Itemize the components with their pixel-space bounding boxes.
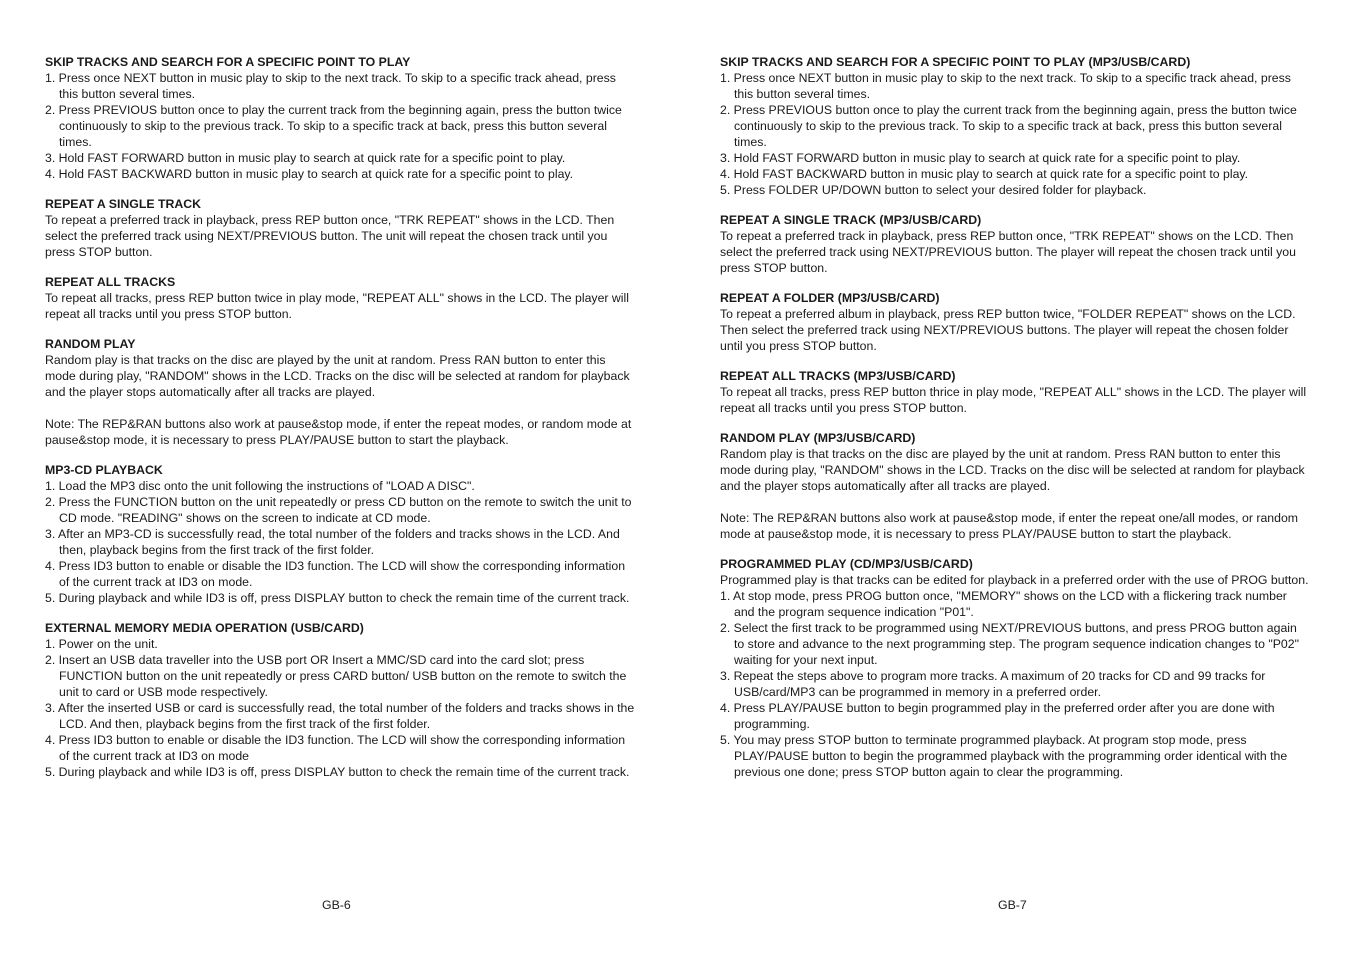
instruction-step: 5. During playback and while ID3 is off, press DISPLAY button to check the remain time of the current track. (45, 765, 630, 779)
instruction-step: 4. Hold FAST BACKWARD button in music play to search at quick rate for a specific point to play. (45, 167, 574, 181)
note-paragraph: Note: The REP&RAN buttons also work at pause&stop mode, if enter the repeat one/all modes, or random mode at pause&stop mode, it is necessary to press PLAY/PAUSE button to start the playback. (720, 511, 1299, 541)
section-paragraph: To repeat a preferred track in playback, press REP button once, "TRK REPEAT" shows in the LCD. Then select the preferred track using NEXT/PREVIOUS button. The unit will repeat the chosen track until you press STOP button. (45, 213, 615, 259)
section-heading: RANDOM PLAY (MP3/USB/CARD) (720, 431, 916, 445)
instruction-step: 5. During playback and while ID3 is off, press DISPLAY button to check the remain time of the current track. (45, 591, 630, 605)
instruction-step: 5. You may press STOP button to terminate programmed playback. At program stop mode, press PLAY/PAUSE button to begin the programmed playback with the programming order identical with the previous one done; press STOP button again to clear the programming. (720, 733, 1288, 779)
instruction-step: 2. Select the first track to be programmed using NEXT/PREVIOUS buttons, and press PROG button again to store and advance to the next programming step. The program sequence indication changes to "P02" waiting for your next input. (720, 621, 1299, 667)
manual-section (45, 336, 637, 448)
section-paragraph: To repeat all tracks, press REP button thrice in play mode, "REPEAT ALL" shows in the LCD. The player will repeat all tracks until you press STOP button. (720, 385, 1307, 415)
instruction-step: 1. Press once NEXT button in music play to skip to the next track. To skip to a specific track ahead, press this button several times. (720, 71, 1291, 101)
manual-section (720, 290, 1310, 354)
section-heading: REPEAT ALL TRACKS (45, 275, 176, 289)
section-paragraph: To repeat a preferred album in playback, press REP button twice, "FOLDER REPEAT" shows on the LCD. Then select the preferred track using NEXT/PREVIOUS buttons. The player will repeat the chosen folder until you press STOP button. (720, 307, 1296, 353)
manual-section (45, 54, 637, 182)
instruction-step: 1. Press once NEXT button in music play to skip to the next track. To skip to a specific track ahead, press this button several times. (45, 71, 616, 101)
instruction-step: 4. Press PLAY/PAUSE button to begin programmed play in the preferred order after you are done with programming. (720, 701, 1275, 731)
section-heading: MP3-CD PLAYBACK (45, 463, 163, 477)
instruction-step: 2. Press PREVIOUS button once to play the current track from the beginning again, press the button twice continuously to skip to the previous track. To skip to a specific track at back, press this button several times. (720, 103, 1297, 149)
instruction-step: 1. Load the MP3 disc onto the unit following the instructions of "LOAD A DISC". (45, 479, 475, 493)
section-heading: REPEAT A SINGLE TRACK (MP3/USB/CARD) (720, 213, 982, 227)
section-heading: EXTERNAL MEMORY MEDIA OPERATION (USB/CARD) (45, 621, 364, 635)
section-heading: PROGRAMMED PLAY (CD/MP3/USB/CARD) (720, 557, 973, 571)
instruction-step: 2. Press the FUNCTION button on the unit repeatedly or press CD button on the remote to switch the unit to CD mode. "READING" shows on the screen to indicate at CD mode. (45, 495, 632, 525)
section-heading: SKIP TRACKS AND SEARCH FOR A SPECIFIC POINT TO PLAY (45, 55, 411, 69)
instruction-step: 3. Hold FAST FORWARD button in music play to search at quick rate for a specific point to play. (45, 151, 566, 165)
section-heading: REPEAT A FOLDER (MP3/USB/CARD) (720, 291, 940, 305)
instruction-list (45, 636, 637, 780)
instruction-step: 5. Press FOLDER UP/DOWN button to select your desired folder for playback. (720, 183, 1147, 197)
manual-section (720, 54, 1310, 198)
instruction-step: 1. Power on the unit. (45, 637, 158, 651)
instruction-list (45, 478, 637, 606)
section-paragraph: To repeat a preferred track in playback, press REP button once, "TRK REPEAT" shows on the LCD. Then select the preferred track using NEXT/PREVIOUS button. The player will repeat the chosen track until you press STOP button. (720, 229, 1296, 275)
instruction-step: 2. Press PREVIOUS button once to play the current track from the beginning again, press the button twice continuously to skip to the previous track. To skip to a specific track at back, press this button several times. (45, 103, 622, 149)
instruction-list (45, 70, 637, 182)
manual-section (45, 620, 637, 780)
instruction-step: 4. Press ID3 button to enable or disable the ID3 function. The LCD will show the corresponding information of the current track at ID3 on mode (45, 733, 626, 763)
manual-section (720, 430, 1310, 542)
manual-section (720, 368, 1310, 416)
section-heading: REPEAT ALL TRACKS (MP3/USB/CARD) (720, 369, 956, 383)
section-paragraph: Random play is that tracks on the disc are played by the unit at random. Press RAN button to enter this mode during play, "RANDOM" shows in the LCD. Tracks on the disc will be selected at random for playback and the player stops automatically after all tracks are played. (720, 447, 1305, 493)
manual-section (45, 196, 637, 260)
instruction-step: 2. Insert an USB data traveller into the USB port OR Insert a MMC/SD card into the card slot; press FUNCTION button on the unit repeatedly or press CARD button/ USB button on the remote to switch the unit to card or USB mode respectively. (45, 653, 627, 699)
section-paragraph: Random play is that tracks on the disc are played by the unit at random. Press RAN button to enter this mode during play, "RANDOM" shows in the LCD. Tracks on the disc will be selected at random for playback and the player stops automatically after all tracks are played. (45, 353, 630, 399)
page-number-right: GB-7 (998, 898, 1027, 912)
manual-section (720, 556, 1310, 780)
instruction-list (720, 70, 1310, 198)
instruction-list (720, 588, 1310, 780)
instruction-step: 3. Hold FAST FORWARD button in music play to search at quick rate for a specific point to play. (720, 151, 1241, 165)
instruction-step: 4. Hold FAST BACKWARD button in music play to search at quick rate for a specific point to play. (720, 167, 1249, 181)
instruction-step: 4. Press ID3 button to enable or disable the ID3 function. The LCD will show the corresponding information of the current track at ID3 on mode. (45, 559, 626, 589)
instruction-step: 3. Repeat the steps above to program more tracks. A maximum of 20 tracks for CD and 99 tracks for USB/card/MP3 can be programmed in memory in a preferred order. (720, 669, 1266, 699)
instruction-step: 3. After the inserted USB or card is successfully read, the total number of the folders and tracks shows in the LCD. And then, playback begins from the first track of the first folder. (45, 701, 635, 731)
manual-section (45, 462, 637, 606)
right-page (720, 54, 1310, 794)
page-number-left: GB-6 (322, 898, 351, 912)
manual-section (720, 212, 1310, 276)
note-paragraph: Note: The REP&RAN buttons also work at pause&stop mode, if enter the repeat modes, or random mode at pause&stop mode, it is necessary to press PLAY/PAUSE button to start the playback. (45, 417, 632, 447)
instruction-step: 1. At stop mode, press PROG button once, "MEMORY" shows on the LCD with a flickering track number and the program sequence indication "P01". (720, 589, 1287, 619)
instruction-step: 3. After an MP3-CD is successfully read, the total number of the folders and tracks shows in the LCD. And then, playback begins from the first track of the first folder. (45, 527, 620, 557)
section-heading: SKIP TRACKS AND SEARCH FOR A SPECIFIC POINT TO PLAY (MP3/USB/CARD) (720, 55, 1191, 69)
section-heading: RANDOM PLAY (45, 337, 136, 351)
manual-section (45, 274, 637, 322)
section-heading: REPEAT A SINGLE TRACK (45, 197, 201, 211)
left-page (45, 54, 637, 794)
section-paragraph: Programmed play is that tracks can be edited for playback in a preferred order with the use of PROG button. (720, 573, 1309, 587)
section-paragraph: To repeat all tracks, press REP button twice in play mode, "REPEAT ALL" shows in the LCD. The player will repeat all tracks until you press STOP button. (45, 291, 629, 321)
